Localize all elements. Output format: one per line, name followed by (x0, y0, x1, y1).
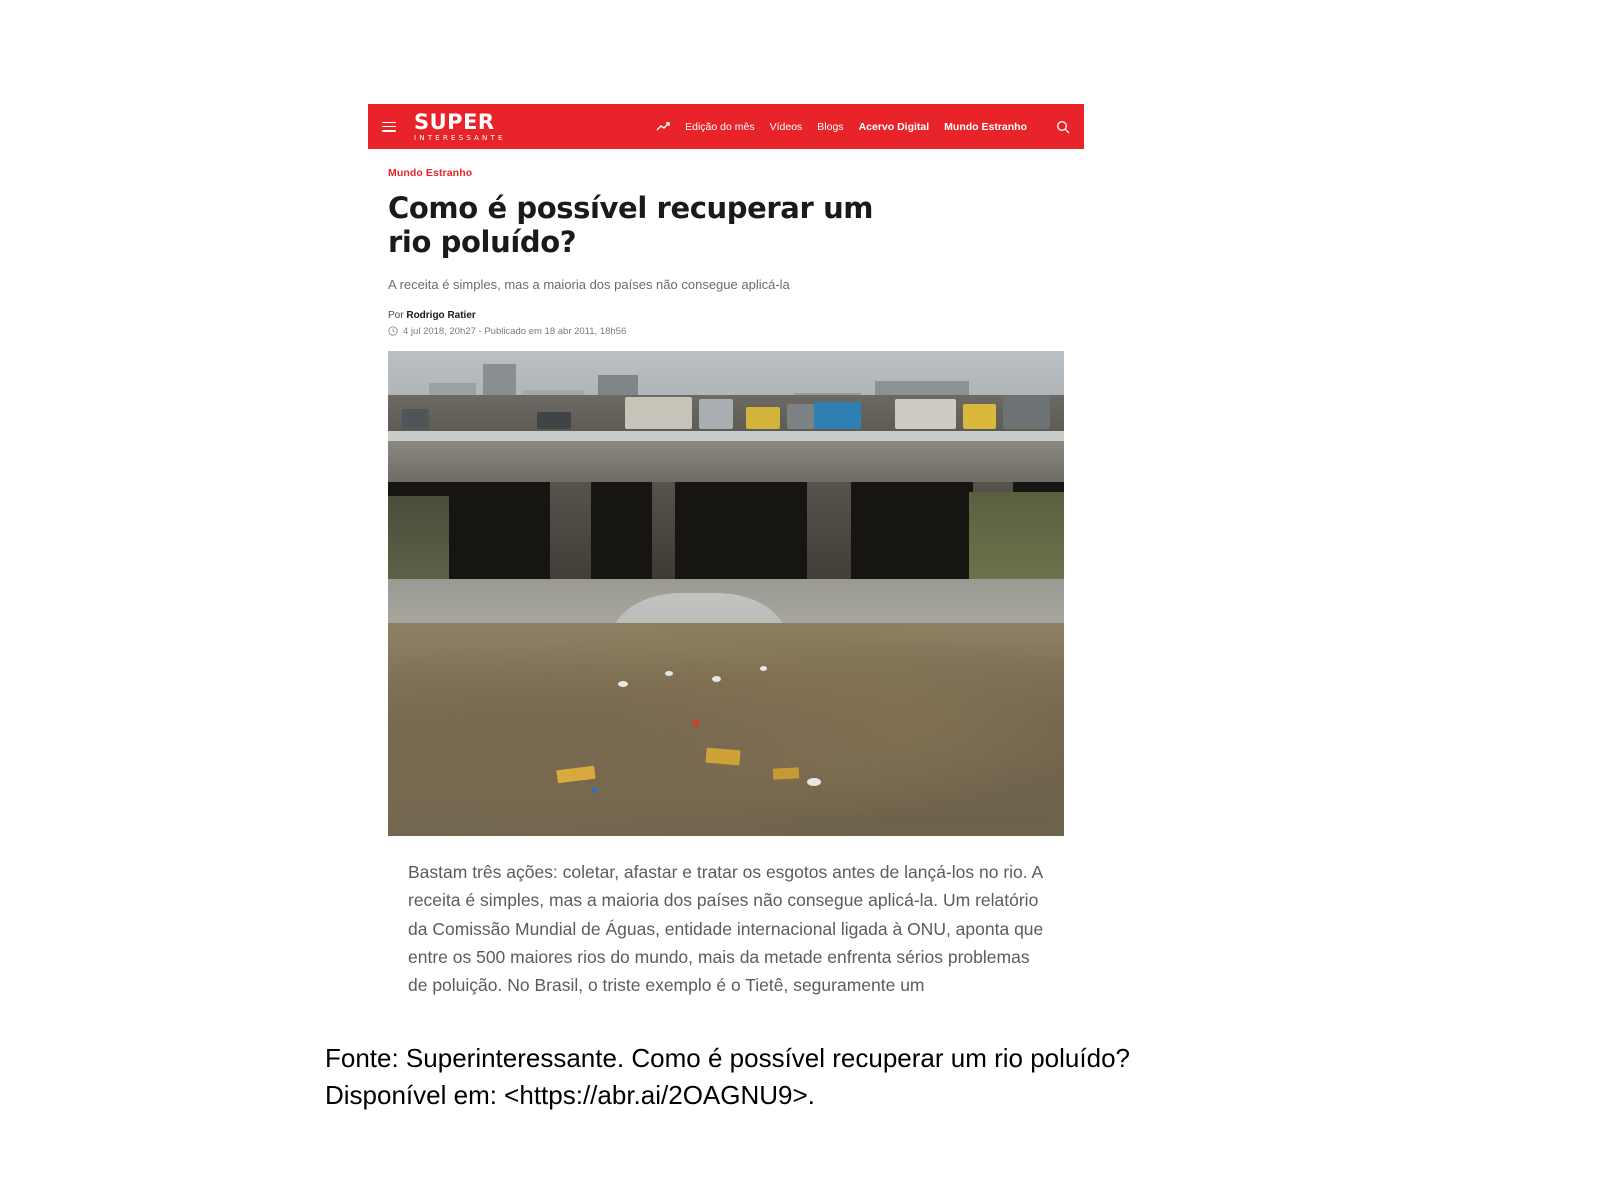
clock-icon (388, 326, 398, 336)
article-kicker[interactable]: Mundo Estranho (388, 167, 473, 179)
trending-up-icon (656, 121, 670, 133)
byline-author[interactable]: Rodrigo Ratier (406, 309, 476, 321)
logo-interessante: INTERESSANTE (414, 132, 506, 142)
nav-item-edicao-do-mes[interactable]: Edição do mês (685, 120, 755, 133)
nav-item-acervo-digital[interactable]: Acervo Digital (858, 120, 930, 133)
article-standfirst: A receita é simples, mas a maioria dos países não consegue aplicá-la (388, 277, 790, 293)
article-screenshot (368, 104, 1084, 1010)
nav-item-mundo-estranho[interactable]: Mundo Estranho (944, 120, 1027, 133)
nav-item-blogs[interactable]: Blogs (817, 120, 844, 133)
logo-super: SUPER (414, 109, 495, 134)
byline-prefix: Por (388, 309, 404, 321)
site-header (368, 104, 1084, 149)
dateline-text: 4 jul 2018, 20h27 - Publicado em 18 abr 2011, 18h56 (403, 325, 627, 337)
source-caption: Fonte: Superinteressante. Como é possível recuperar um rio poluído? Disponível em: <https://abr.ai/2OAGNU9>. (325, 1043, 1130, 1110)
screenshot-clip-edge (368, 1016, 1084, 1026)
search-icon[interactable] (1042, 120, 1070, 134)
article-photo (388, 351, 1064, 836)
nav-item-videos[interactable]: Vídeos (769, 120, 803, 133)
article-text (388, 836, 1064, 1010)
site-logo[interactable] (414, 109, 506, 142)
main-nav (656, 120, 1070, 134)
article-body (368, 149, 1084, 1010)
hamburger-icon[interactable] (382, 122, 396, 132)
dateline (388, 326, 1064, 337)
article-paragraph: Bastam três ações: coletar, afastar e tratar os esgotos antes de lançá-los no rio. A receita é simples, mas a maioria dos países não consegue aplicá-la. Um relatório da Comissão Mundial de Águas, entidade internacional ligada à ONU, aponta que entre os 500 maiores rios do mundo, mais da metade enfrenta sérios problemas de poluição. No Brasil, o triste exemplo é o Tietê, seguramente um (408, 861, 1044, 996)
page-title: Como é possível recuperar um rio poluído? (388, 191, 874, 260)
byline (388, 310, 1064, 321)
